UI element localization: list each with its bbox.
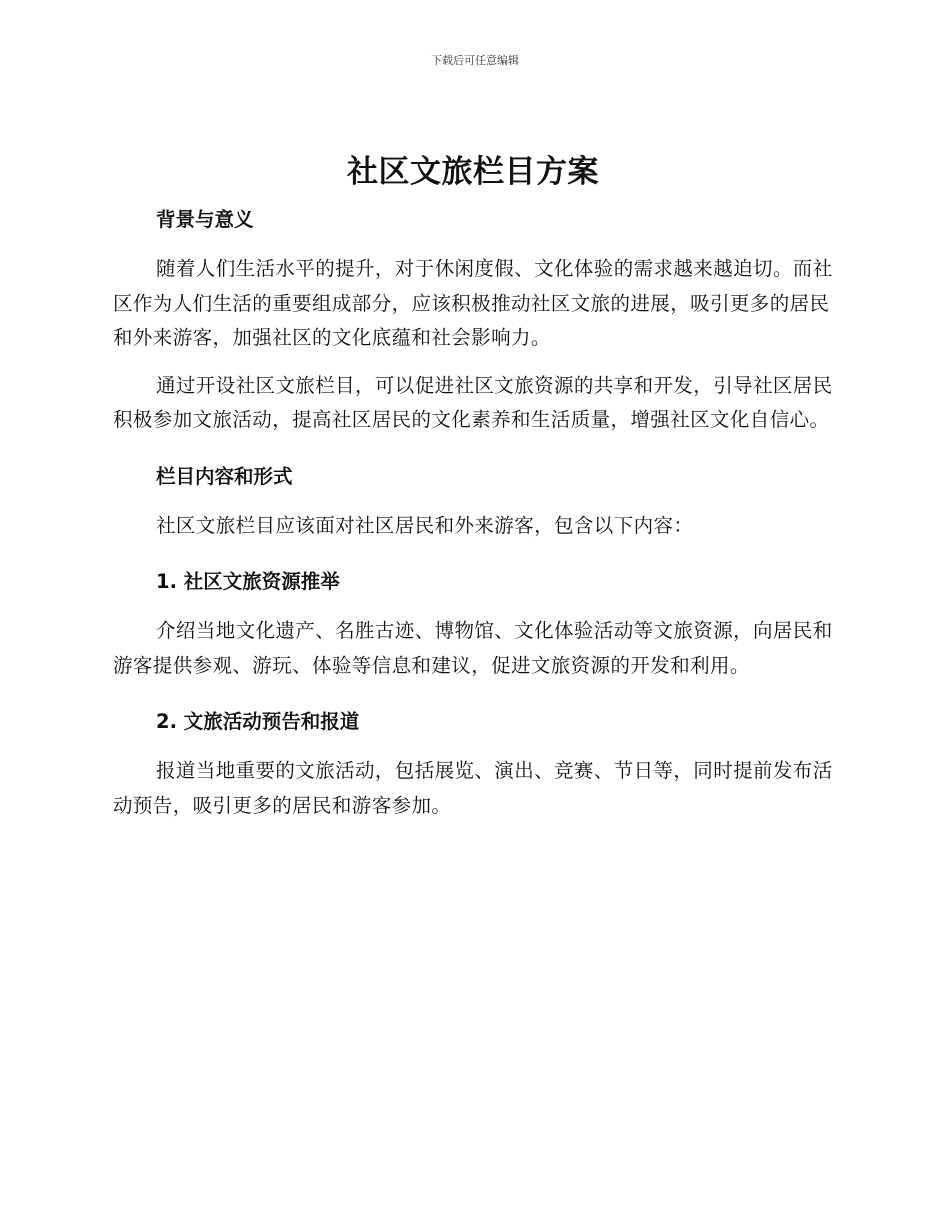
page-header: 下载后可任意编辑: [431, 54, 519, 67]
spacer: [113, 356, 833, 369]
section-heading-background: 背景与意义: [156, 208, 254, 231]
subheading-item-2: 2. 文旅活动预告和报道: [156, 710, 360, 733]
document-title: 社区文旅栏目方案: [347, 154, 599, 190]
section-heading-content: 栏目内容和形式: [156, 464, 293, 488]
spacer: [113, 543, 833, 556]
spacer: [113, 496, 833, 509]
document-body: [113, 150, 833, 823]
paragraph-item-1: 介绍当地文化遗产、名胜古迹、博物馆、文化体验活动等文旅资源，向居民和游客提供参观、游玩、体验等信息和建议，促进文旅资源的开发和利用。: [113, 619, 833, 677]
spacer: [113, 741, 833, 754]
paragraph-item-2: 报道当地重要的文旅活动，包括展览、演出、竞赛、节日等，同时提前发布活动预告，吸引更多的居民和游客参加。: [113, 759, 833, 817]
paragraph-content-intro: 社区文旅栏目应该面对社区居民和外来游客，包含以下内容：: [156, 513, 694, 537]
subheading-item-1: 1. 社区文旅资源推举: [156, 570, 340, 593]
paragraph-background-2: 通过开设社区文旅栏目，可以促进社区文旅资源的共享和开发，引导社区居民积极参加文旅活动，提高社区居民的文化素养和生活质量，增强社区文化自信心。: [113, 373, 833, 431]
spacer: [113, 601, 833, 614]
spacer: [113, 239, 833, 252]
paragraph-background-1: 随着人们生活水平的提升，对于休闲度假、文化体验的需求越来越迫切。而社区作为人们生活的重要组成部分，应该积极推动社区文旅的进展，吸引更多的居民和外来游客，加强社区的文化底蕴和社会影响力。: [113, 257, 833, 349]
spacer: [113, 683, 833, 696]
spacer: [113, 438, 833, 451]
